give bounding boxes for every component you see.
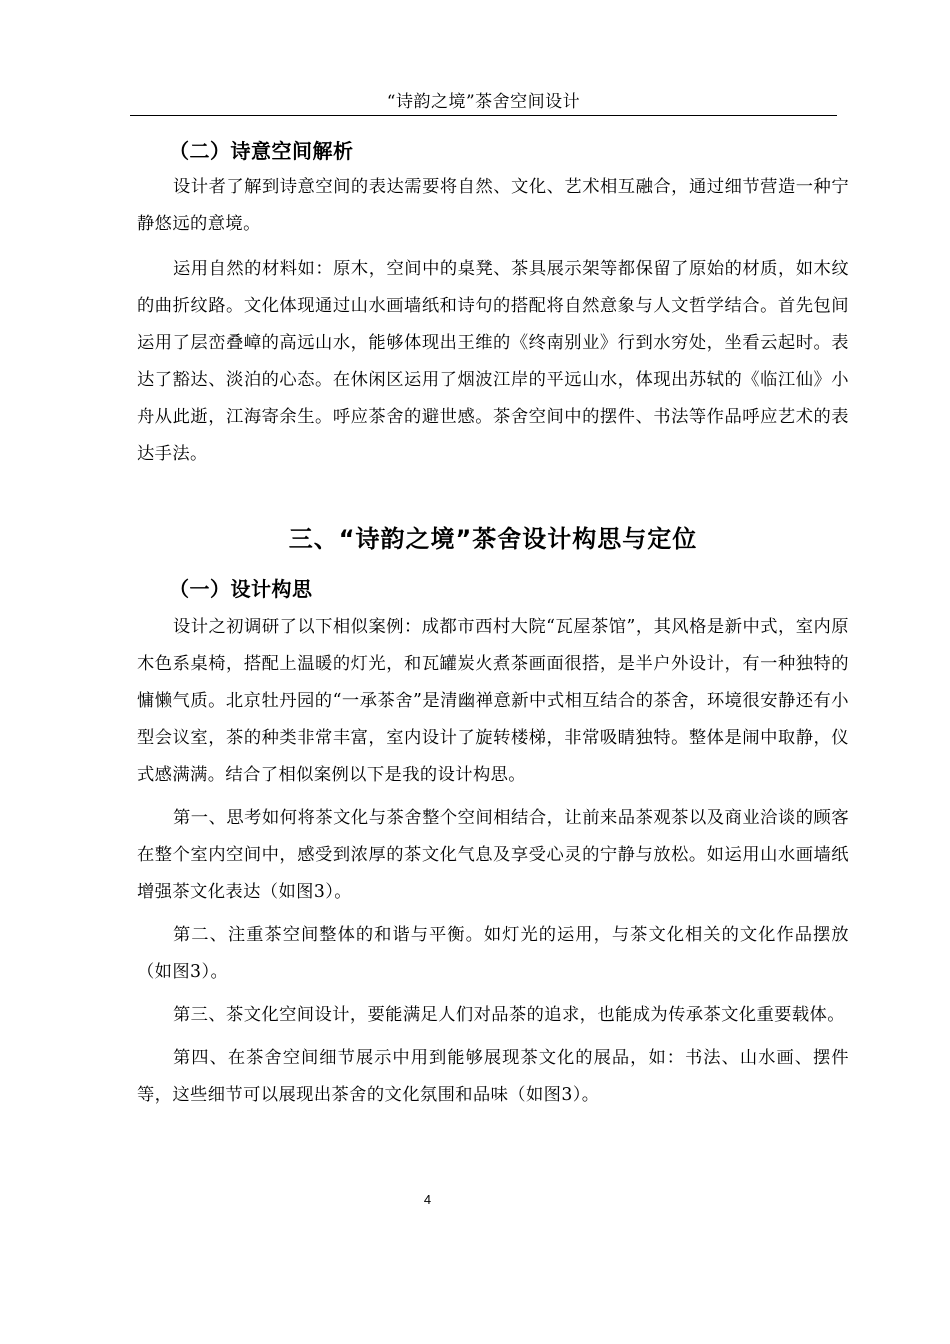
section-heading-poetic-space: （二）诗意空间解析: [169, 139, 354, 163]
paragraph: 运用自然的材料如：原木，空间中的桌凳、茶具展示架等都保留了原始的材质，如木纹的曲折纹路。文化体现通过山水画墙纸和诗句的搭配将自然意象与人文哲学结合。首先包间运用了层峦叠嶂的高远山水，能够体现出王维的《终南别业》行到水穷处，坐看云起时。表达了豁达、淡泊的心态。在休闲区运用了烟波江岸的平远山水，体现出苏轼的《临江仙》小舟从此逝，江海寄余生。呼应茶舍的避世感。茶舍空间中的摆件、书法等作品呼应艺术的表达手法。: [137, 259, 849, 464]
paragraph: 设计者了解到诗意空间的表达需要将自然、文化、艺术相互融合，通过细节营造一种宁静悠远的意境。: [137, 177, 849, 234]
paragraph: 第三、茶文化空间设计，要能满足人们对品茶的追求，也能成为传承茶文化重要载体。: [173, 1005, 845, 1025]
section-heading-design-concept: （一）设计构思: [169, 577, 313, 601]
page-number: 4: [423, 1192, 432, 1207]
chapter-title: 三、“诗韵之境”茶舍设计构思与定位: [288, 525, 698, 553]
page-body: [137, 130, 849, 1114]
paragraph: 第二、注重茶空间整体的和谐与平衡。如灯光的运用，与茶文化相关的文化作品摆放（如图3）。: [137, 925, 849, 982]
running-header: “诗韵之境”茶舍空间设计: [386, 92, 581, 112]
header-rule: [130, 115, 837, 116]
paragraph: 第一、思考如何将茶文化与茶舍整个空间相结合，让前来品茶观茶以及商业洽谈的顾客在整个室内空间中，感受到浓厚的茶文化气息及享受心灵的宁静与放松。如运用山水画墙纸增强茶文化表达（如图3）。: [137, 808, 849, 902]
paragraph: 设计之初调研了以下相似案例：成都市西村大院“瓦屋茶馆”，其风格是新中式，室内原木色系桌椅，搭配上温暖的灯光，和瓦罐炭火煮茶画面很搭，是半户外设计，有一种独特的慵懒气质。北京牡丹园的“一承茶舍”是清幽禅意新中式相互结合的茶舍，环境很安静还有小型会议室，茶的种类非常丰富，室内设计了旋转楼梯，非常吸睛独特。整体是闹中取静，仪式感满满。结合了相似案例以下是我的设计构思。: [137, 617, 849, 785]
paragraph: 第四、在茶舍空间细节展示中用到能够展现茶文化的展品，如：书法、山水画、摆件等，这些细节可以展现出茶舍的文化氛围和品味（如图3）。: [137, 1048, 849, 1105]
